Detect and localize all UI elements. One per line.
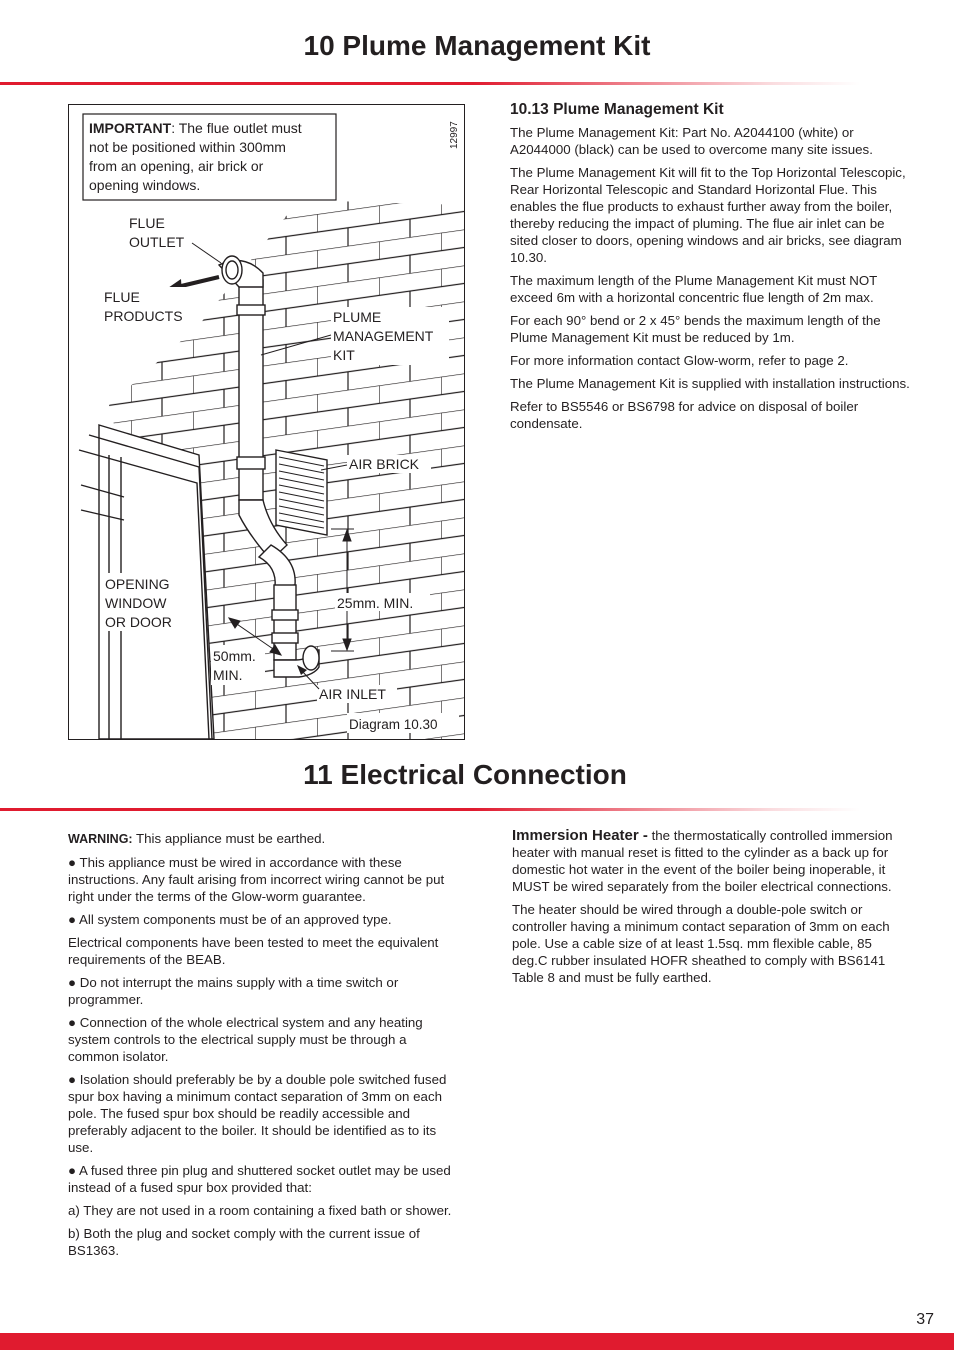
s11-paragraph: ● A fused three pin plug and shuttered socket outlet may be used instead of a fused spur box provided that: [68,1163,451,1195]
important-line-4: opening windows. [89,177,201,193]
label-air-inlet: AIR INLET [319,686,386,702]
warning-label: WARNING: [68,832,133,846]
section-11-title: 11 Electrical Connection [303,759,627,790]
diagram-illustration [69,105,464,739]
footer-bar [0,1333,954,1350]
s10-paragraph: The Plume Management Kit: Part No. A2044100 (white) or A2044000 (black) can be used to overcome many site issues. [510,125,873,157]
label-flue-outlet-1: FLUE [129,215,165,231]
label-flue-products-1: FLUE [104,289,140,305]
s10-paragraph: For more information contact Glow-worm, refer to page 2. [510,353,849,368]
diagram-caption: Diagram 10.30 [349,717,438,732]
section-10-text [510,101,915,438]
label-flue-outlet-2: OUTLET [129,234,185,250]
s11-paragraph: b) Both the plug and socket comply with the current issue of BS1363. [68,1226,420,1258]
label-25mm-min: 25mm. MIN. [337,595,414,611]
immersion-paragraph [512,827,907,895]
warning-text: This appliance must be earthed. [132,831,326,846]
label-opening-2: WINDOW [105,595,167,611]
s11-paragraph: Electrical components have been tested to meet the equivalent requirements of the BEAB. [68,935,439,967]
label-50mm-2: MIN. [213,667,243,683]
section-11-right-text [512,827,907,992]
label-plume-kit-1: PLUME [333,309,382,325]
s10-paragraph: The Plume Management Kit is supplied with installation instructions. [510,376,910,391]
s11-paragraph: ● Connection of the whole electrical system and any heating system controls to the electrical supply must be through a common isolator. [68,1015,423,1064]
subheading-10-13: 10.13 Plume Management Kit [510,101,724,118]
immersion-text: the thermostatically controlled immersion heater with manual reset is fitted to the cylinder as a back up for domestic hot water in the event of the boiler being inoperable, it MUST be wired separately from the boiler electrical connections. [512,828,893,894]
s11-paragraph: ● Isolation should preferably be by a double pole switched fused spur box having a minimum contact separation of 3mm on each pole. The fused spur box should be readily accessible and preferably adjacent to the boiler. It should be identified as to its use. [68,1072,447,1155]
s11-right-paragraph: The heater should be wired through a double-pole switch or controller having a minimum contact separation of 3mm on each pole. Use a cable size of at least 1.5sq. mm flexible cable, 85 deg.C rubber insulated HOFR sheathed to comply with BS6141 Table 8 and must be fully earthed. [512,902,890,985]
important-line-1: IMPORTANT: The flue outlet must [89,120,302,136]
plume-kit-diagram [68,104,465,740]
s11-paragraph: a) They are not used in a room containing a fixed bath or shower. [68,1203,452,1218]
s10-paragraph: Refer to BS5546 or BS6798 for advice on disposal of boiler condensate. [510,399,859,431]
leader-flue-outlet [192,243,221,263]
s10-paragraph: For each 90° bend or 2 x 45° bends the maximum length of the Plume Management Kit must be reduced by 1m. [510,313,881,345]
label-flue-products-2: PRODUCTS [104,308,183,324]
s10-paragraph: The maximum length of the Plume Management Kit must NOT exceed 6m with a horizontal concentric flue length of 2m max. [510,273,878,305]
s10-paragraph: The Plume Management Kit will fit to the Top Horizontal Telescopic, Rear Horizontal Telescopic and Standard Horizontal Flue. This enables the flue products to exhaust further away from the boiler, thereby reducing the impact of pluming. The flue air inlet can be sited closer to doors, opening windows and air bricks, see diagram 10.30. [510,165,906,265]
diagram-ref-number: 12997 [449,121,460,149]
section-11-rule [0,808,860,811]
label-opening-3: OR DOOR [105,614,172,630]
label-air-brick: AIR BRICK [349,456,420,472]
page-number: 37 [916,1311,934,1328]
warning-paragraph [68,830,460,848]
label-opening-1: OPENING [105,576,170,592]
s11-paragraph: ● All system components must be of an approved type. [68,912,392,927]
section-10-rule [0,82,860,85]
air-brick [276,450,327,535]
s11-paragraph: ● Do not interrupt the mains supply with a time switch or programmer. [68,975,399,1007]
label-plume-kit-3: KIT [333,347,355,363]
s11-paragraph: ● This appliance must be wired in accordance with these instructions. Any fault arising from incorrect wiring cannot be put right under the terms of the Glow-worm guarantee. [68,855,445,904]
section-11-left-text [68,830,460,1265]
immersion-label: Immersion Heater - [512,827,648,844]
important-line-2: not be positioned within 300mm [89,139,286,155]
label-plume-kit-2: MANAGEMENT [333,328,434,344]
label-50mm-1: 50mm. [213,648,256,664]
important-line-3: from an opening, air brick or [89,158,264,174]
section-10-title: 10 Plume Management Kit [303,30,651,61]
